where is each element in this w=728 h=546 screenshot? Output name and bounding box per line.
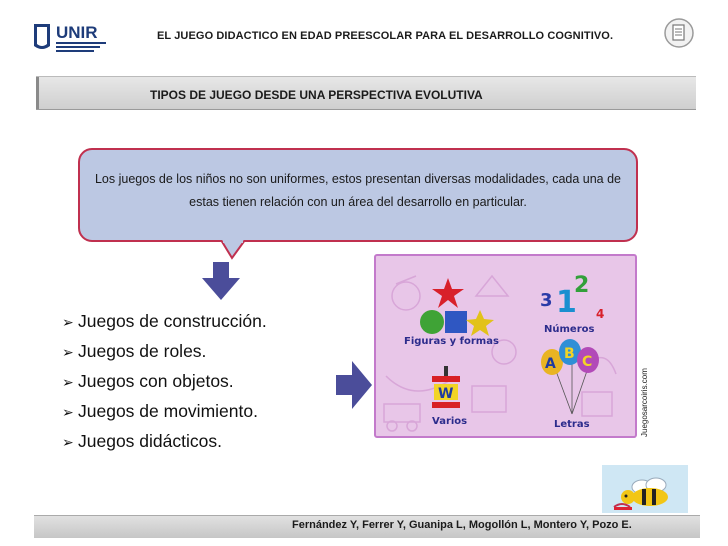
bee-icon bbox=[602, 465, 688, 513]
svg-text:B: B bbox=[564, 346, 575, 362]
unir-logo bbox=[28, 16, 138, 60]
illustration-panel bbox=[374, 254, 637, 438]
letras-label: Letras bbox=[554, 419, 590, 430]
list-item bbox=[62, 426, 267, 456]
bullet-arrow-icon: ➢ bbox=[62, 314, 74, 330]
toy-stack-icon bbox=[432, 366, 460, 408]
svg-text:C: C bbox=[582, 354, 593, 370]
game-types-list bbox=[62, 306, 267, 456]
list-item-label: Juegos con objetos. bbox=[78, 371, 234, 391]
footer-authors: Fernández Y, Ferrer Y, Guanipa L, Mogollón L, Montero Y, Pozo E. bbox=[292, 519, 632, 531]
bullet-arrow-icon: ➢ bbox=[62, 344, 74, 360]
figuras-label: Figuras y formas bbox=[404, 336, 499, 347]
arrow-right-icon bbox=[336, 361, 372, 409]
bullet-arrow-icon: ➢ bbox=[62, 404, 74, 420]
callout-tail bbox=[220, 240, 246, 260]
bullet-arrow-icon: ➢ bbox=[62, 434, 74, 450]
svg-text:A: A bbox=[545, 356, 556, 372]
bullet-arrow-icon: ➢ bbox=[62, 374, 74, 390]
svg-text:3: 3 bbox=[540, 290, 553, 311]
list-item-label: Juegos de roles. bbox=[78, 341, 207, 361]
illustration-graphic bbox=[376, 256, 637, 438]
header-title: EL JUEGO DIDACTICO EN EDAD PREESCOLAR PARA EL DESARROLLO COGNITIVO. bbox=[157, 30, 614, 42]
varios-label: Varios bbox=[432, 416, 468, 427]
callout-text: Los juegos de los niños no son uniformes, estos presentan diversas modalidades, cada una de estas tienen relación con un área del desarrollo en particular. bbox=[94, 172, 622, 209]
svg-text:UNIR: UNIR bbox=[56, 23, 98, 42]
arrow-down-icon bbox=[202, 262, 240, 300]
svg-text:2: 2 bbox=[574, 273, 590, 298]
list-item bbox=[62, 366, 267, 396]
document-icon bbox=[664, 18, 694, 48]
list-item bbox=[62, 396, 267, 426]
list-item-label: Juegos de construcción. bbox=[78, 311, 267, 331]
svg-text:4: 4 bbox=[596, 307, 605, 321]
svg-text:W: W bbox=[438, 386, 454, 402]
balloons-icon bbox=[541, 339, 599, 414]
numbers-icon bbox=[540, 273, 604, 321]
list-item-label: Juegos de movimiento. bbox=[78, 401, 258, 421]
image-credit-text: Juegosarcoiris.com bbox=[640, 368, 649, 437]
list-item bbox=[62, 336, 267, 366]
list-item-label: Juegos didácticos. bbox=[78, 431, 222, 451]
section-title: TIPOS DE JUEGO DESDE UNA PERSPECTIVA EVOLUTIVA bbox=[150, 88, 483, 102]
svg-text:1: 1 bbox=[556, 285, 577, 320]
numeros-label: Números bbox=[544, 324, 595, 335]
list-item bbox=[62, 306, 267, 336]
